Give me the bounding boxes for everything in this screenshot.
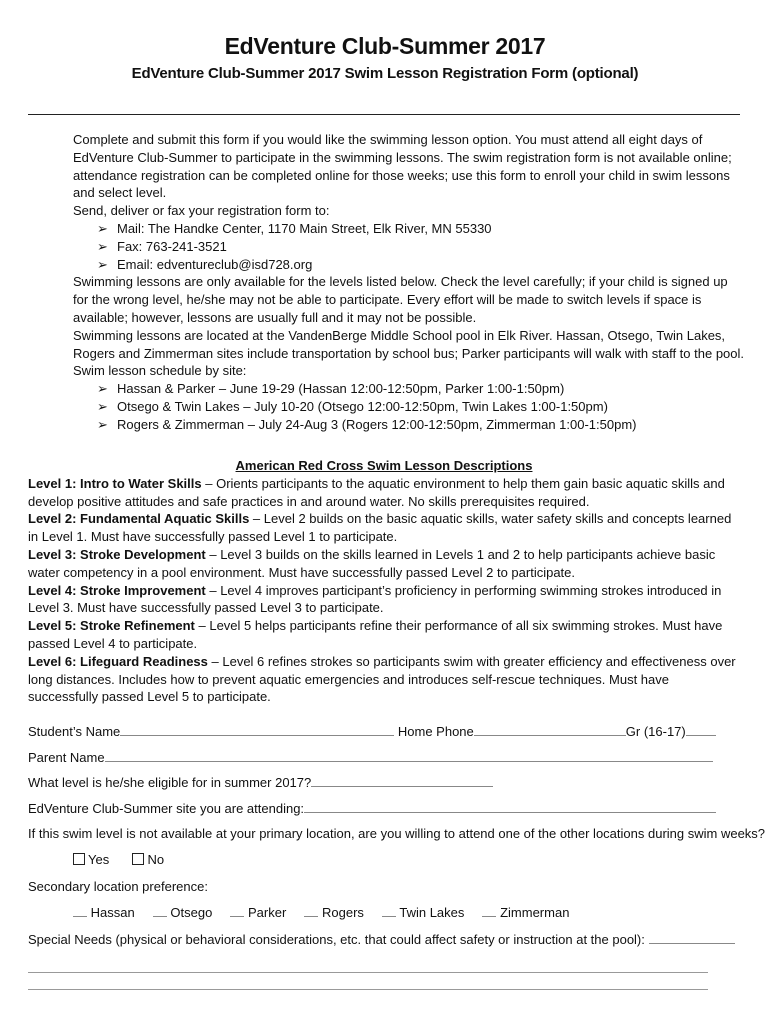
- contact-email: ➢ Email: edventureclub@isd728.org: [97, 256, 313, 272]
- parent-name-label: Parent Name: [28, 749, 105, 765]
- level-description: Level 3: Stroke Development – Level 3 builds on the skills learned in Levels 1 and 2 to help participants achieve basic water competency in a pool environment. Must have successfully passed Level 2 to participate.: [28, 546, 716, 580]
- parent-name-field[interactable]: [105, 749, 713, 762]
- send-instructions: Send, deliver or fax your registration form to:: [73, 203, 330, 219]
- schedule-item: ➢ Rogers & Zimmerman – July 24-Aug 3 (Rogers 12:00-12:50pm, Zimmerman 1:00-1:50pm): [97, 416, 637, 432]
- document-title: EdVenture Club-Summer 2017: [224, 33, 546, 59]
- arrow-bullet-icon: ➢: [97, 238, 108, 254]
- descriptions-heading: American Red Cross Swim Lesson Descriptions: [235, 458, 533, 473]
- site-option-zimmerman: Zimmerman: [500, 904, 570, 920]
- secondary-row: [28, 878, 740, 904]
- intro-section: [73, 131, 745, 434]
- special-needs-field[interactable]: [649, 931, 735, 944]
- document-subtitle: EdVenture Club-Summer 2017 Swim Lesson Registration Form (optional): [131, 65, 639, 82]
- level-warning-paragraph: Swimming lessons are only available for the levels listed below. Check the level carefully; if your child is signed up for the wrong level, he/she may not be able to participate. Every effort will be made to switch levels if space is available; however, lessons are usually full and it may not be possible.: [73, 274, 728, 325]
- schedule-item: ➢ Hassan & Parker – June 19-29 (Hassan 12:00-12:50pm, Parker 1:00-1:50pm): [97, 381, 565, 397]
- special-needs-line[interactable]: [28, 973, 708, 990]
- student-name-label: Student’s Name: [28, 724, 121, 739]
- site-row: [28, 800, 740, 826]
- home-phone-field[interactable]: [474, 723, 626, 736]
- special-needs-row: [28, 931, 740, 957]
- arrow-bullet-icon: ➢: [97, 256, 108, 272]
- site-label: EdVenture Club-Summer site you are attending:: [28, 800, 305, 816]
- location-paragraph: Swimming lessons are located at the VandenBerge Middle School pool in Elk River. Hassan, Otsego, Twin Lakes, Rogers and Zimmerman sites include transportation by school bus; Parker participants will walk with staff to the pool.: [73, 327, 745, 361]
- site-options-row: [28, 904, 740, 931]
- level-row: [28, 774, 740, 800]
- level-name: Level 5: Stroke Refinement: [28, 618, 195, 634]
- level-field[interactable]: [311, 774, 493, 787]
- level-description: Level 4: Stroke Improvement – Level 4 improves participant’s proficiency in performing swimming strokes introduced in Level 3. Must have successfully passed Level 3 to participate.: [28, 582, 722, 616]
- site-option-parker: Parker: [248, 904, 287, 920]
- special-needs-line[interactable]: [28, 956, 708, 973]
- home-phone-label: Home Phone: [397, 724, 474, 739]
- arrow-bullet-icon: ➢: [97, 398, 108, 414]
- schedule-heading: Swim lesson schedule by site:: [73, 363, 247, 379]
- grade-field[interactable]: [686, 723, 716, 736]
- level-name: Level 1: Intro to Water Skills: [28, 475, 202, 491]
- site-blank-rogers[interactable]: [304, 904, 318, 917]
- level-name: Level 3: Stroke Development: [28, 546, 206, 562]
- lesson-descriptions: [28, 457, 740, 706]
- registration-form: [28, 723, 766, 990]
- alt-location-question: If this swim level is not available at your primary location, are you willing to attend one of the other locations during swim weeks?: [28, 826, 766, 842]
- site-blank-twin-lakes[interactable]: [382, 904, 396, 917]
- level-description: Level 6: Lifeguard Readiness – Level 6 refines strokes so participants swim with greater efficiency and effectiveness over long distances. Includes how to prevent aquatic emergencies and introduces self-rescue techniques. Must have successfully passed Level 5 to participate.: [28, 653, 736, 705]
- secondary-location-label: Secondary location preference:: [28, 878, 208, 894]
- special-needs-label: Special Needs (physical or behavioral considerations, etc. that could affect safety or instruction at the pool):: [28, 931, 645, 947]
- arrow-bullet-icon: ➢: [97, 381, 108, 397]
- site-blank-zimmerman[interactable]: [482, 904, 496, 917]
- no-label: No: [147, 851, 165, 867]
- yes-checkbox[interactable]: [73, 853, 85, 865]
- level-description: Level 2: Fundamental Aquatic Skills – Level 2 builds on the basic aquatic skills, water safety skills and concepts learned in Level 1. Must have successfully passed Level 1 to participate.: [28, 511, 732, 545]
- level-description: Level 1: Intro to Water Skills – Orients participants to the aquatic environment to help them gain basic aquatic skills and develop positive attitudes and safe practices in and around water. No skills prerequisites required.: [28, 475, 725, 509]
- grade-label: Gr (16-17): [625, 724, 686, 739]
- level-name: Level 6: Lifeguard Readiness: [28, 653, 208, 669]
- arrow-bullet-icon: ➢: [97, 416, 108, 432]
- site-option-twin-lakes: Twin Lakes: [399, 904, 465, 920]
- site-option-hassan: Hassan: [90, 904, 135, 920]
- level-name: Level 4: Stroke Improvement: [28, 582, 206, 598]
- level-description: Level 5: Stroke Refinement – Level 5 helps participants refine their performance of all six swimming strokes. Must have passed Level 4 to participate.: [28, 618, 723, 651]
- site-blank-parker[interactable]: [230, 904, 244, 917]
- schedule-item: ➢ Otsego & Twin Lakes – July 10-20 (Otsego 12:00-12:50pm, Twin Lakes 1:00-1:50pm): [97, 398, 608, 414]
- yes-label: Yes: [88, 851, 110, 867]
- header-divider: [28, 114, 740, 115]
- site-option-rogers: Rogers: [321, 904, 364, 920]
- site-blank-hassan[interactable]: [73, 904, 87, 917]
- intro-paragraph: Complete and submit this form if you would like the swimming lesson option. You must attend all eight days of EdVenture Club-Summer to participate in the swimming lessons. The swim registration form is not available online; attendance registration can be completed online for those weeks; use this form to enroll your child in swim lessons and select level.: [73, 132, 732, 201]
- arrow-bullet-icon: ➢: [97, 220, 108, 236]
- contact-fax: ➢ Fax: 763-241-3521: [97, 238, 227, 254]
- level-name: Level 2: Fundamental Aquatic Skills: [28, 511, 250, 527]
- student-row: [28, 723, 740, 749]
- site-blank-otsego[interactable]: [153, 904, 167, 917]
- level-question: What level is he/she eligible for in summer 2017?: [28, 775, 312, 791]
- parent-row: [28, 749, 740, 775]
- no-checkbox[interactable]: [132, 853, 144, 865]
- student-name-field[interactable]: [120, 723, 394, 736]
- site-option-otsego: Otsego: [170, 904, 213, 920]
- alt-location-row: [28, 825, 766, 851]
- contact-mail: ➢ Mail: The Handke Center, 1170 Main Street, Elk River, MN 55330: [97, 220, 492, 236]
- yes-no-row: [28, 851, 740, 878]
- site-field[interactable]: [304, 800, 716, 813]
